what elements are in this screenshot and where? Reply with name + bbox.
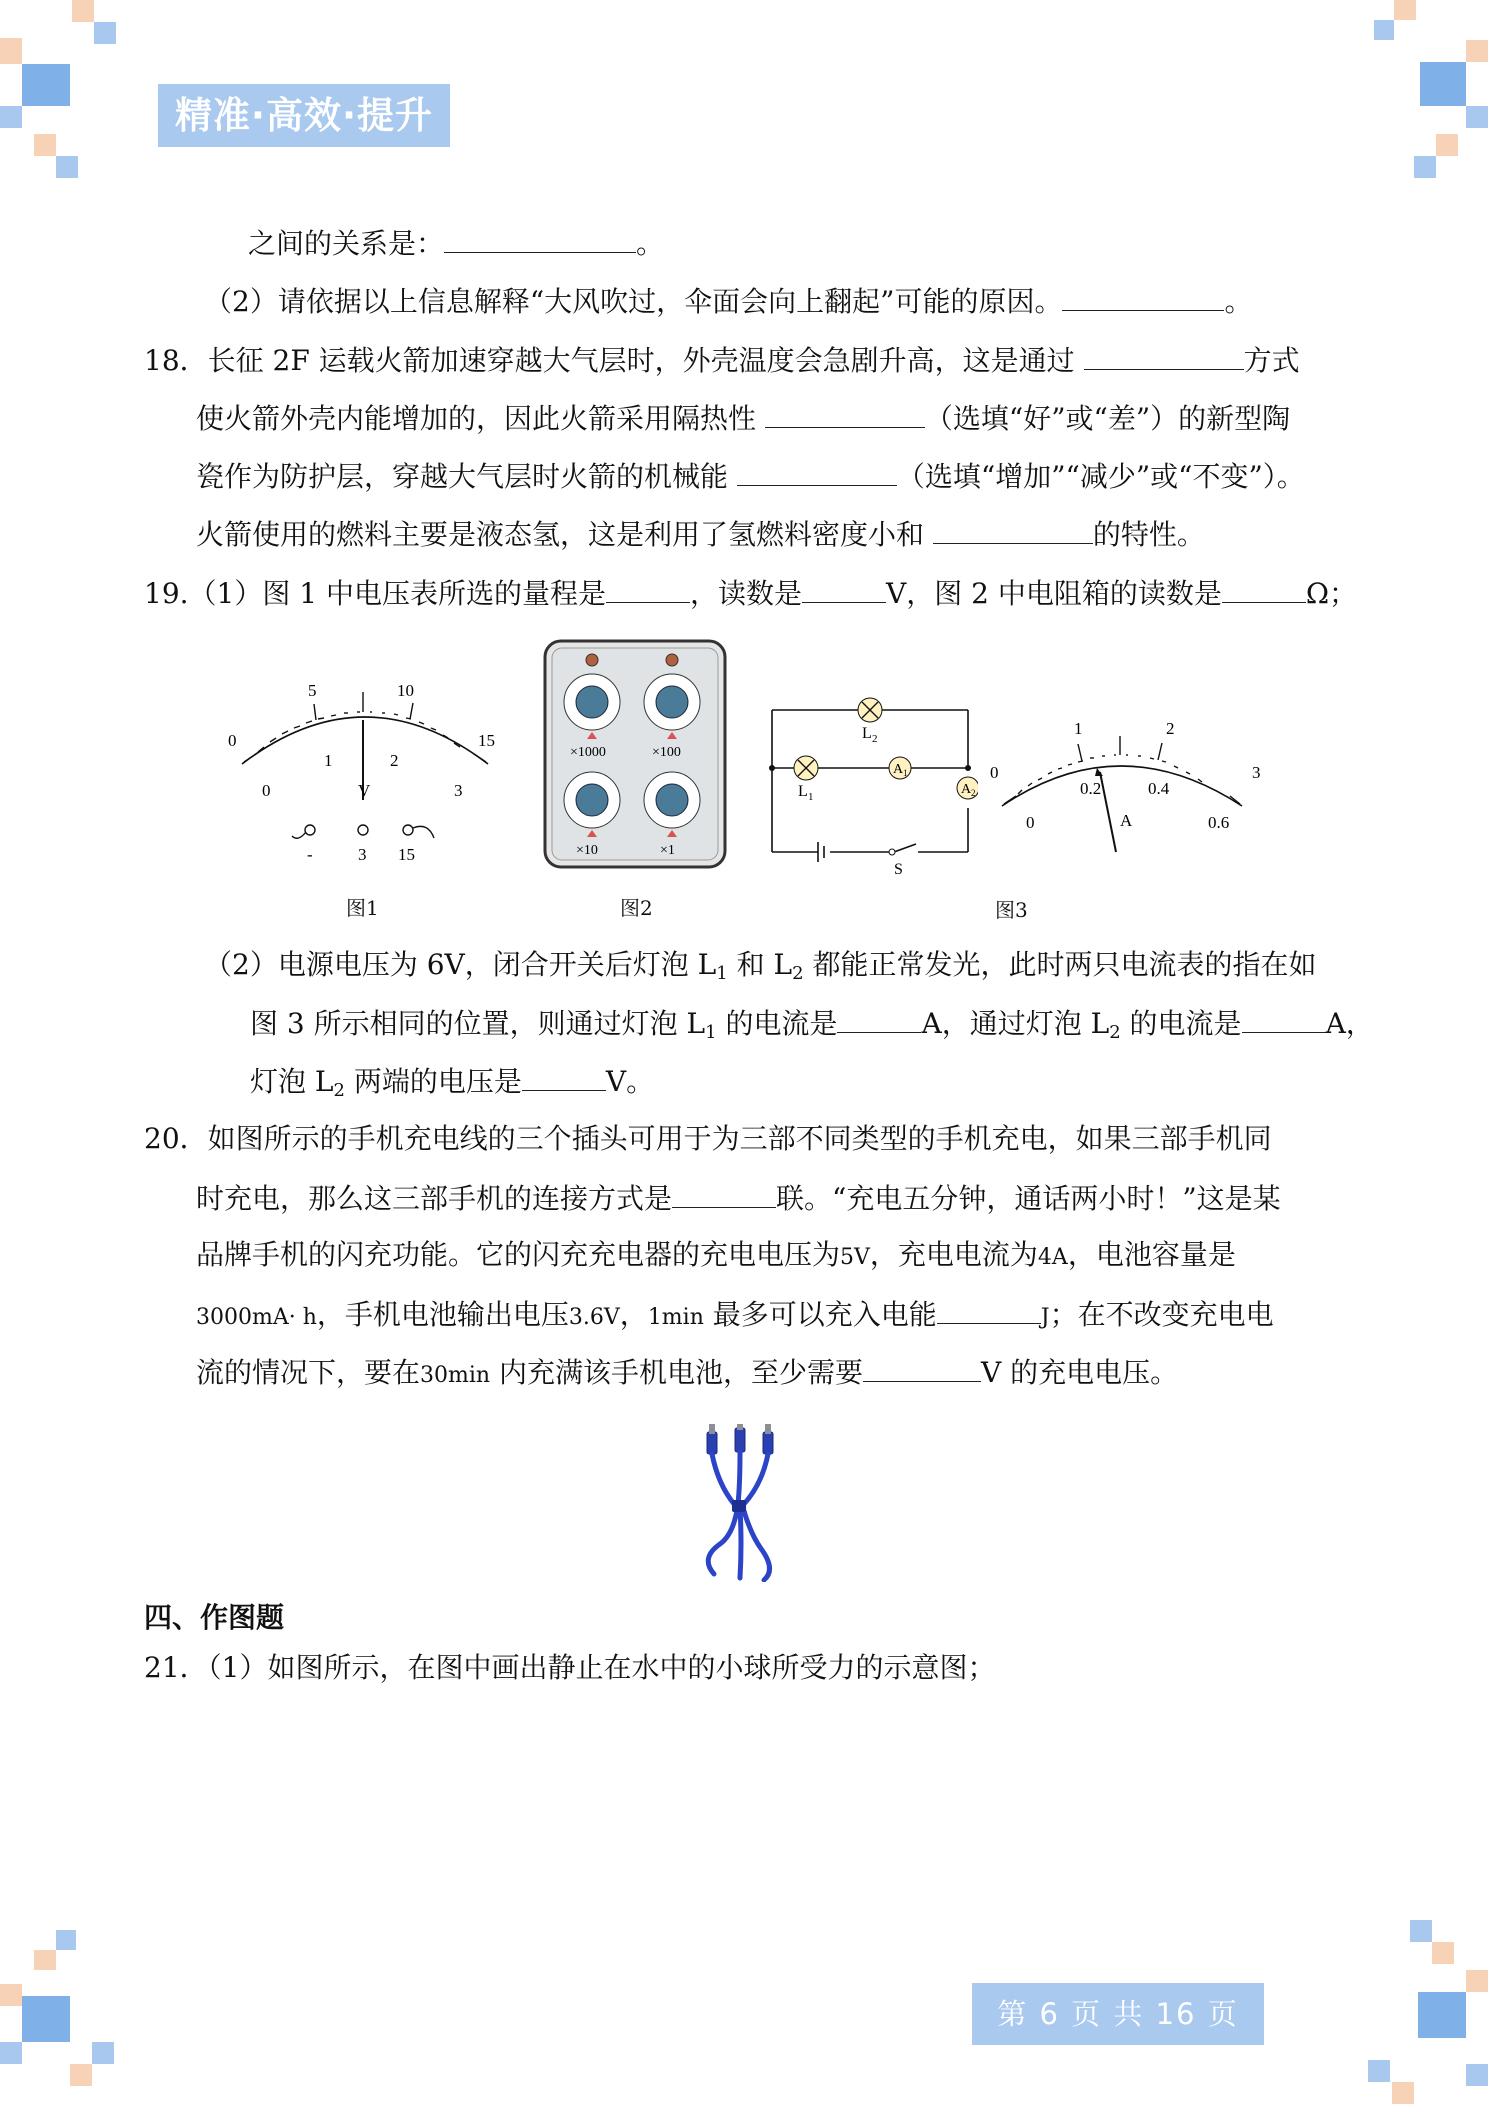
q17-line-b: （2）请依据以上信息解释“大风吹过，伞面会向上翻起”可能的原因。 。 bbox=[204, 280, 1252, 322]
multiplier-100: ×100 bbox=[652, 745, 681, 760]
label-a2: A bbox=[961, 782, 972, 797]
answer-blank[interactable] bbox=[672, 1177, 776, 1208]
figure-2-caption: 图2 bbox=[620, 896, 653, 920]
q20-line-5: 流的情况下，要在30min 内充满该手机电池，至少需要 V 的充电电压。 bbox=[196, 1351, 1178, 1396]
figure-1-voltmeter bbox=[220, 680, 510, 880]
tick-lower-0: 0 bbox=[262, 781, 271, 800]
answer-blank[interactable] bbox=[1222, 572, 1306, 603]
charging-cable-image bbox=[690, 1424, 790, 1582]
label-a1: A bbox=[893, 762, 904, 777]
page-number: 第 6 页 共 16 页 bbox=[972, 1983, 1264, 2045]
amm-lower-02: 0.2 bbox=[1080, 779, 1102, 798]
tick-upper-15: 15 bbox=[478, 731, 495, 750]
label-a1-sub: 1 bbox=[903, 768, 908, 778]
terminal-15: 15 bbox=[398, 845, 415, 864]
label-l1: L bbox=[798, 783, 808, 800]
figure-2-resistance-box bbox=[542, 638, 728, 870]
terminal-neg: - bbox=[307, 845, 313, 864]
tick-upper-0: 0 bbox=[228, 731, 237, 750]
label-l1-sub: 1 bbox=[808, 791, 814, 803]
figure-3-circuit bbox=[768, 684, 978, 874]
answer-blank[interactable] bbox=[802, 572, 886, 603]
amm-upper-0: 0 bbox=[990, 763, 999, 782]
q18-line-1: 18．长征 2F 运载火箭加速穿越大气层时，外壳温度会急剧升高，这是通过 方式 bbox=[144, 339, 1300, 381]
answer-blank[interactable] bbox=[933, 513, 1093, 544]
answer-blank[interactable] bbox=[765, 397, 925, 428]
answer-blank[interactable] bbox=[837, 1002, 921, 1033]
amm-lower-0: 0 bbox=[1026, 813, 1035, 832]
figure-3-caption: 图3 bbox=[995, 898, 1028, 922]
answer-blank[interactable] bbox=[863, 1351, 981, 1382]
section-title-drawing: 四、作图题 bbox=[144, 1601, 285, 1634]
q19-p2-line-1: （2）电源电压为 6V，闭合开关后灯泡 $L_1$ 和 $L_2$ 都能正常发光，此时两只电流表的指在如 bbox=[204, 948, 1317, 984]
q18-line-4: 火箭使用的燃料主要是液态氢，这是利用了氢燃料密度小和 的特性。 bbox=[196, 513, 1205, 555]
terminal-3: 3 bbox=[358, 845, 367, 864]
amm-upper-2: 2 bbox=[1166, 719, 1175, 738]
figure-3-ammeter bbox=[980, 706, 1270, 866]
amm-lower-06: 0.6 bbox=[1208, 813, 1230, 832]
multiplier-1: ×1 bbox=[660, 843, 675, 858]
label-switch: S bbox=[894, 861, 903, 874]
header-banner: 精准·高效·提升 bbox=[158, 84, 450, 147]
answer-blank[interactable] bbox=[522, 1060, 606, 1091]
answer-blank[interactable] bbox=[606, 572, 690, 603]
unit-label: V bbox=[358, 781, 371, 800]
figure-1-caption: 图1 bbox=[346, 896, 379, 920]
label-a2-sub: 2 bbox=[971, 788, 976, 798]
q20-line-4: 3000mA· h，手机电池输出电压3.6V，1min 最多可以充入电能 J；在不改变充电电 bbox=[196, 1293, 1274, 1338]
q21-line-1: 21．（1）如图所示，在图中画出静止在水中的小球所受力的示意图； bbox=[144, 1651, 996, 1684]
tick-lower-2: 2 bbox=[390, 751, 399, 770]
amm-unit: A bbox=[1120, 811, 1133, 830]
q19-line-1: 19.（1）图 1 中电压表所选的量程是 ，读数是 V，图 2 中电阻箱的读数是 Ω； bbox=[144, 572, 1357, 614]
answer-blank[interactable] bbox=[737, 455, 897, 486]
q20-line-1: 20．如图所示的手机充电线的三个插头可用于为三部不同类型的手机充电，如果三部手机同 bbox=[144, 1122, 1272, 1155]
multiplier-1000: ×1000 bbox=[570, 745, 606, 760]
tick-upper-5: 5 bbox=[308, 681, 317, 700]
q19-p2-line-2: 图 3 所示相同的位置，则通过灯泡 $L_1$ 的电流是 A，通过灯泡 $L_2$ 的电流是 A， bbox=[250, 1002, 1374, 1053]
amm-upper-3: 3 bbox=[1252, 763, 1261, 782]
amm-lower-04: 0.4 bbox=[1148, 779, 1170, 798]
answer-blank[interactable] bbox=[937, 1293, 1041, 1324]
label-l2: L bbox=[862, 725, 872, 742]
answer-blank[interactable] bbox=[1242, 1002, 1326, 1033]
label-l2-sub: 2 bbox=[872, 733, 878, 745]
q20-line-2: 时充电，那么这三部手机的连接方式是 联。“充电五分钟，通话两小时！”这是某 bbox=[196, 1177, 1281, 1219]
q18-line-2: 使火箭外壳内能增加的，因此火箭采用隔热性 （选填“好”或“差”）的新型陶 bbox=[196, 397, 1290, 439]
amm-upper-1: 1 bbox=[1074, 719, 1083, 738]
tick-lower-3: 3 bbox=[454, 781, 463, 800]
q17-line-a: 之间的关系是： 。 bbox=[248, 222, 664, 264]
tick-upper-10: 10 bbox=[397, 681, 414, 700]
q18-line-3: 瓷作为防护层，穿越大气层时火箭的机械能 （选填“增加”“减少”或“不变”）。 bbox=[196, 455, 1305, 497]
q19-p2-line-3: 灯泡 $L_2$ 两端的电压是 V。 bbox=[250, 1060, 654, 1111]
answer-blank[interactable] bbox=[1062, 280, 1224, 311]
answer-blank[interactable] bbox=[444, 222, 636, 253]
q20-line-3: 品牌手机的闪充功能。它的闪充充电器的充电电压为5V，充电电流为4A，电池容量是 bbox=[196, 1238, 1236, 1271]
tick-lower-1: 1 bbox=[324, 751, 333, 770]
answer-blank[interactable] bbox=[1084, 339, 1244, 370]
multiplier-10: ×10 bbox=[576, 843, 598, 858]
